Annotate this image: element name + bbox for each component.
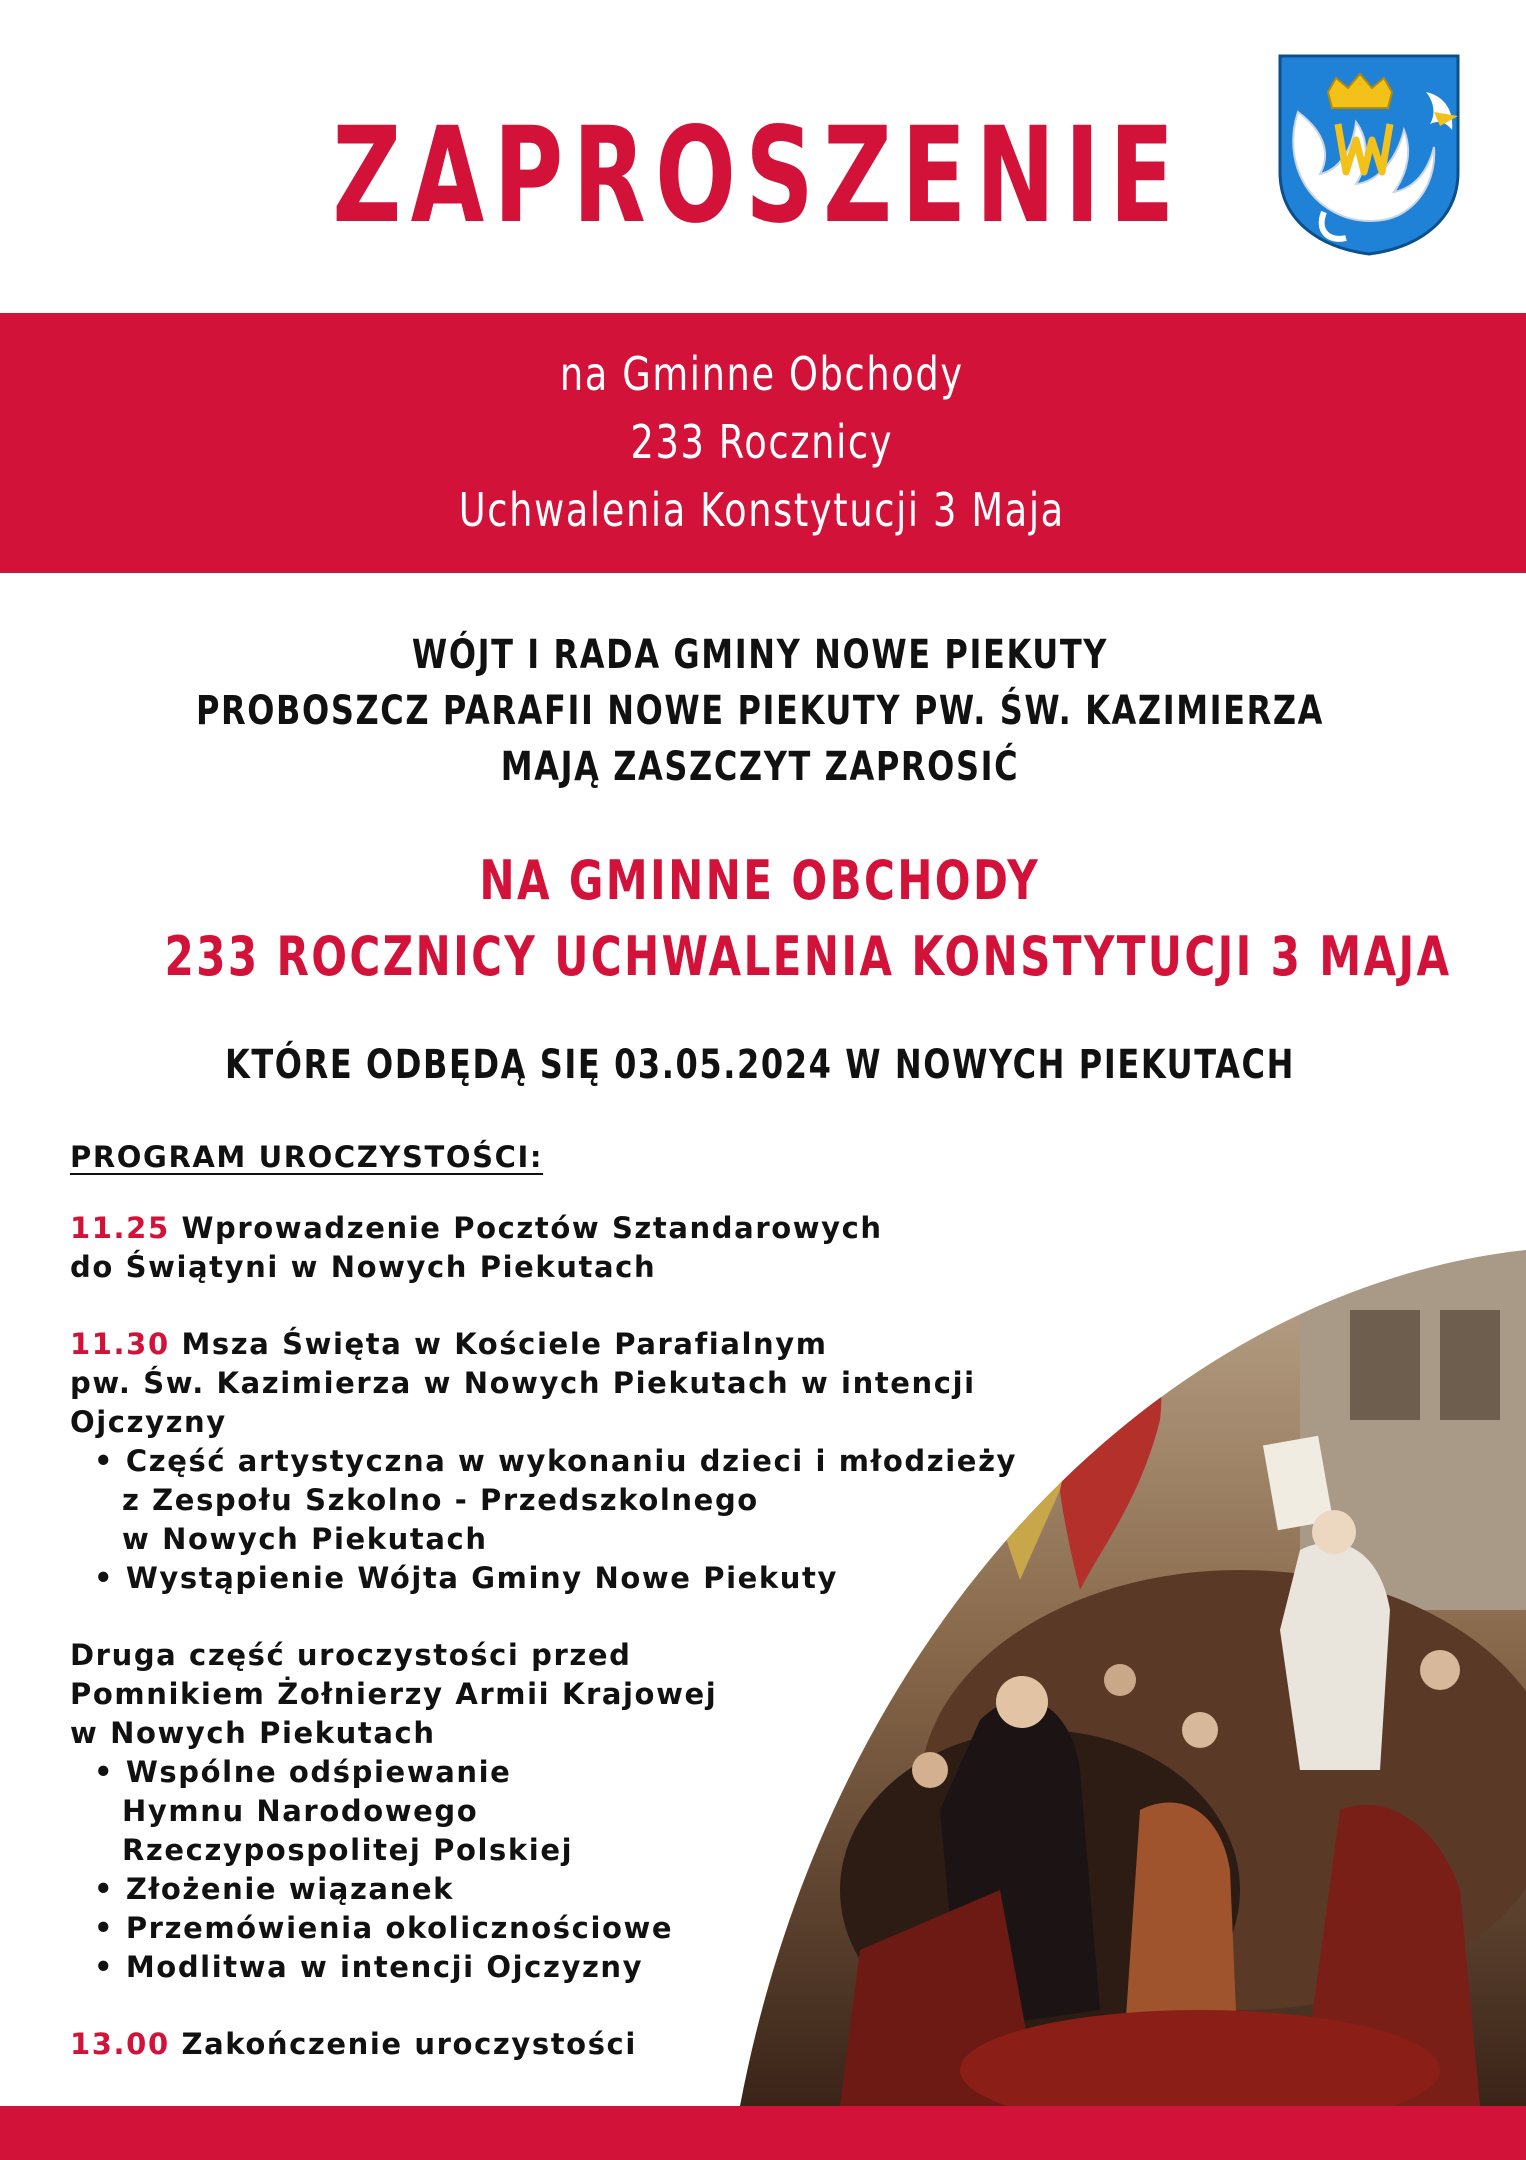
banner-line: 233 Rocznicy	[630, 415, 894, 469]
banner-text	[151, 340, 1372, 544]
footer-bar	[0, 2106, 1526, 2160]
program-bullet-cont: w Nowych Piekutach	[122, 1522, 488, 1556]
program-item	[70, 2025, 1000, 2064]
event-line: 233 ROCZNICY UCHWALENIA KONSTYTUCJI 3 MAJA	[164, 925, 1452, 988]
page-title: ZAPROSZENIE	[332, 99, 1184, 253]
program-bullet: • Wystąpienie Wójta Gminy Nowe Piekuty	[94, 1561, 838, 1595]
program-heading: PROGRAM UROCZYSTOŚCI:	[70, 1140, 544, 1174]
event-line: NA GMINNE OBCHODY	[479, 849, 1041, 912]
program-time: 11.25	[70, 1211, 170, 1245]
program-text: Druga część uroczystości przed	[70, 1638, 632, 1672]
program-text-cont: do Świątyni w Nowych Piekutach	[70, 1250, 657, 1284]
program-item-line	[70, 2025, 1000, 2064]
program-item	[70, 1325, 1018, 1598]
program-text: w Nowych Piekutach	[70, 1716, 436, 1750]
program-item-line	[70, 1209, 1000, 1248]
program-item-line	[70, 1325, 1000, 1364]
program-text: Zakończenie uroczystości	[181, 2027, 637, 2061]
program-text: Msza Święta w Kościele Parafialnym	[181, 1327, 828, 1361]
program-text-cont: pw. Św. Kazimierza w Nowych Piekutach w intencji	[70, 1366, 976, 1400]
program-item	[70, 1209, 1000, 1287]
hosts-line: WÓJT I RADA GMINY NOWE PIEKUTY	[411, 632, 1109, 678]
program-section	[70, 1138, 1018, 2102]
program-text: Pomnikiem Żołnierzy Armii Krajowej	[70, 1677, 718, 1711]
program-bullet: • Złożenie wiązanek	[94, 1872, 454, 1906]
program-text: Wprowadzenie Pocztów Sztandarowych	[181, 1211, 883, 1245]
program-bullet-cont: Rzeczypospolitej Polskiej	[122, 1833, 574, 1867]
program-time: 13.00	[70, 2027, 170, 2061]
banner-line: Uchwalenia Konstytucji 3 Maja	[458, 483, 1065, 537]
program-time: 11.30	[70, 1327, 170, 1361]
program-bullet-cont: z Zespołu Szkolno - Przedszkolnego	[122, 1483, 759, 1517]
program-item	[70, 1636, 1000, 1987]
program-text-cont: Ojczyzny	[70, 1405, 227, 1439]
program-bullet: • Część artystyczna w wykonaniu dzieci i młodzieży	[94, 1444, 1018, 1478]
event-date: KTÓRE ODBĘDĄ SIĘ 03.05.2024 W NOWYCH PIEKUTACH	[224, 1042, 1296, 1088]
event-title	[164, 843, 1452, 995]
program-bullet: • Przemówienia okolicznościowe	[94, 1911, 674, 1945]
program-bullet-cont: Hymnu Narodowego	[122, 1794, 479, 1828]
hosts-block	[150, 627, 1371, 795]
hosts-line: PROBOSZCZ PARAFII NOWE PIEKUTY PW. ŚW. KAZIMIERZA	[195, 688, 1325, 734]
hosts-line: MAJĄ ZASZCZYT ZAPROSIĆ	[500, 744, 1020, 790]
program-bullet: • Modlitwa w intencji Ojczyzny	[94, 1950, 644, 1984]
coat-of-arms-eagle-icon	[1276, 52, 1462, 256]
banner-line: na Gminne Obchody	[559, 347, 964, 401]
program-bullet: • Wspólne odśpiewanie	[94, 1755, 512, 1789]
